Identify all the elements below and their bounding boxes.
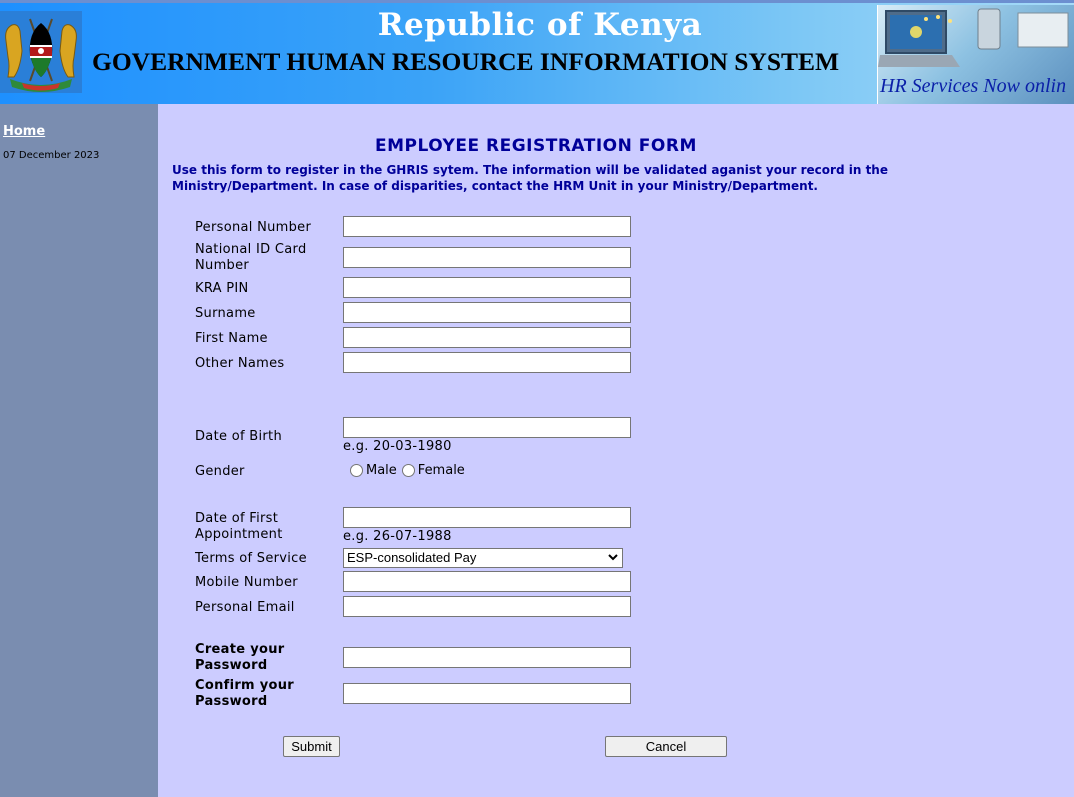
- dob-label: Date of Birth: [195, 429, 282, 444]
- cancel-button[interactable]: Cancel: [605, 736, 727, 757]
- mobile-label: Mobile Number: [195, 575, 298, 590]
- gender-male-label[interactable]: Male: [366, 463, 397, 478]
- first-appointment-hint: e.g. 26-07-1988: [343, 529, 452, 544]
- confirm-password-input[interactable]: [343, 683, 631, 704]
- create-password-input[interactable]: [343, 647, 631, 668]
- terms-label: Terms of Service: [195, 551, 307, 566]
- dob-input[interactable]: [343, 417, 631, 438]
- confirm-password-label: Confirm your Password: [195, 678, 294, 709]
- surname-label: Surname: [195, 306, 256, 321]
- national-id-input[interactable]: [343, 247, 631, 268]
- create-password-label: Create your Password: [195, 642, 285, 673]
- gender-label: Gender: [195, 464, 245, 479]
- page-header: [0, 0, 1074, 104]
- current-date: 07 December 2023: [3, 150, 100, 161]
- home-link[interactable]: Home: [3, 124, 46, 139]
- gender-male-radio[interactable]: [350, 464, 363, 477]
- first-appointment-input[interactable]: [343, 507, 631, 528]
- form-instructions: Use this form to register in the GHRIS sytem. The information will be validated aganist your record in the Ministry/Department. In case of disparities, contact the HRM Unit in your Ministry/Department.: [172, 163, 888, 193]
- chevron-down-icon: [608, 552, 618, 562]
- first-appointment-label: Date of First Appointment: [195, 511, 283, 542]
- dob-hint: e.g. 20-03-1980: [343, 439, 452, 454]
- first-name-label: First Name: [195, 331, 268, 346]
- personal-number-label: Personal Number: [195, 220, 312, 235]
- hr-services-banner: [877, 5, 1074, 104]
- submit-button[interactable]: Submit: [283, 736, 340, 757]
- first-name-input[interactable]: [343, 327, 631, 348]
- other-names-input[interactable]: [343, 352, 631, 373]
- banner-text: HR Services Now onlin: [880, 75, 1067, 97]
- other-names-label: Other Names: [195, 356, 285, 371]
- gender-female-radio[interactable]: [402, 464, 415, 477]
- terms-of-service-select[interactable]: [343, 548, 623, 568]
- email-label: Personal Email: [195, 600, 295, 615]
- laptop-icon: [878, 5, 1074, 75]
- personal-number-input[interactable]: [343, 216, 631, 237]
- header-subtitle: GOVERNMENT HUMAN RESOURCE INFORMATION SYSTEM: [92, 47, 840, 76]
- kra-pin-label: KRA PIN: [195, 281, 249, 296]
- email-input[interactable]: [343, 596, 631, 617]
- gender-options: [350, 463, 470, 478]
- mobile-input[interactable]: [343, 571, 631, 592]
- sidebar: [0, 104, 158, 797]
- gender-female-label[interactable]: Female: [417, 463, 465, 478]
- form-title: EMPLOYEE REGISTRATION FORM: [375, 136, 697, 156]
- terms-selected-value: ESP-consolidated Pay: [347, 550, 477, 565]
- header-title: Republic of Kenya: [377, 7, 703, 43]
- coat-of-arms-icon: [0, 11, 82, 93]
- national-id-label: National ID Card Number: [195, 242, 307, 273]
- kra-pin-input[interactable]: [343, 277, 631, 298]
- surname-input[interactable]: [343, 302, 631, 323]
